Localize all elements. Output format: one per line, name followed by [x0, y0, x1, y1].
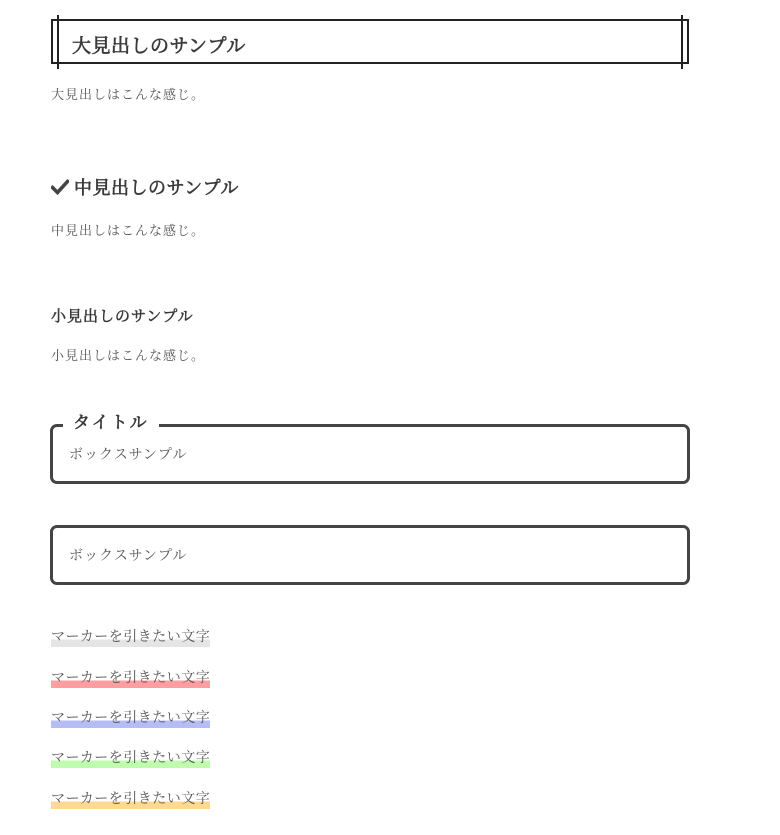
small-heading-title: 小見出しのサンプル: [51, 307, 194, 325]
marker-blue: マーカーを引きたい文字: [51, 710, 211, 726]
small-heading-body: 小見出しはこんな感じ。: [51, 349, 206, 364]
checkmark-icon: [51, 178, 69, 196]
large-heading-title: 大見出しのサンプル: [72, 35, 246, 57]
medium-heading-body: 中見出しはこんな感じ。: [51, 224, 206, 239]
titled-box: [50, 413, 690, 484]
box-text: ボックスサンプル: [69, 548, 188, 564]
heading-left-rule: [57, 15, 59, 69]
box-text: ボックスサンプル: [69, 447, 188, 463]
large-heading-body: 大見出しはこんな感じ。: [51, 88, 206, 103]
plain-box: [50, 525, 690, 585]
heading-right-rule: [681, 15, 683, 69]
large-heading: [51, 19, 689, 64]
medium-heading: [51, 174, 239, 200]
marker-red: マーカーを引きたい文字: [51, 670, 211, 686]
medium-heading-title: 中見出しのサンプル: [74, 178, 239, 199]
marker-gray: マーカーを引きたい文字: [51, 629, 211, 645]
marker-green: マーカーを引きたい文字: [51, 750, 211, 766]
marker-orange: マーカーを引きたい文字: [51, 791, 211, 807]
box-title: タイトル: [63, 412, 159, 434]
